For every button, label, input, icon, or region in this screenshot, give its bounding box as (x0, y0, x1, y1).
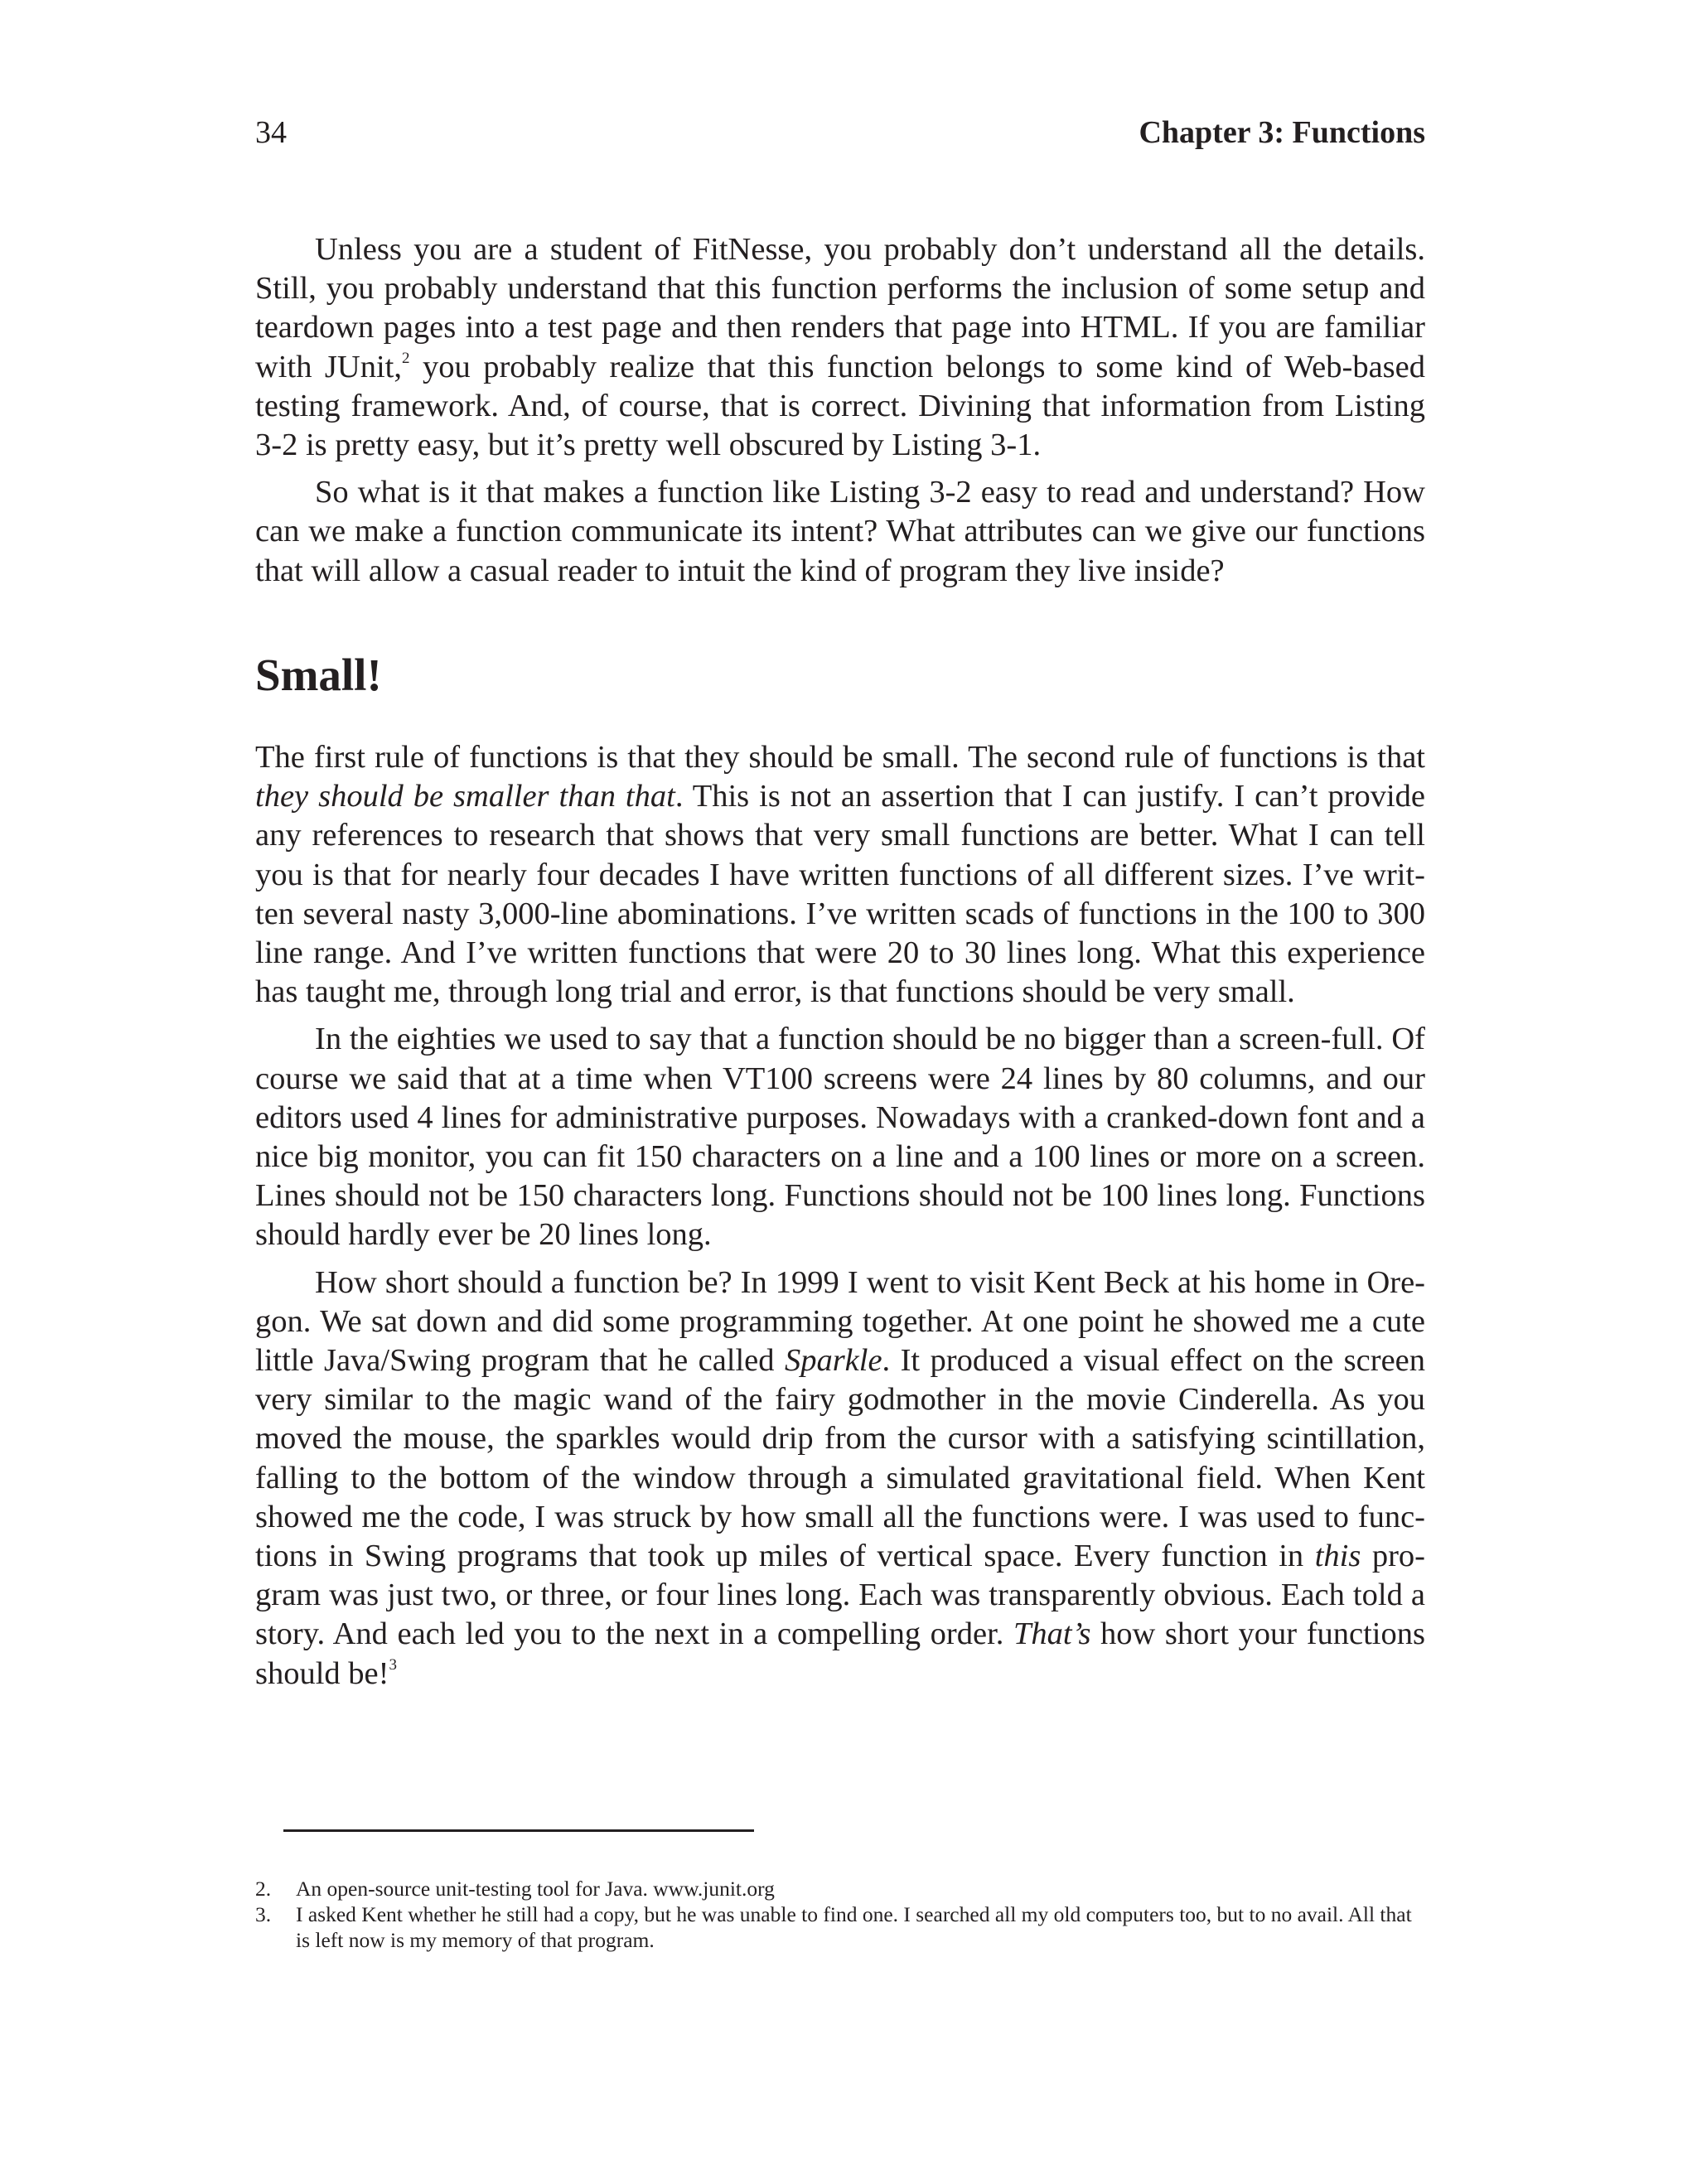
section-text (255, 738, 1425, 1694)
footnote-number: 2. (255, 1877, 272, 1901)
intro-paragraph-1: Unless you are a student of FitNesse, you probably don’t understand all the details. Still, you probably understand that this function performs the inclusion of some setup and teardown pages into a test page and then renders that page into HTML. If you are familiar with JUnit,$^2$ you probably realize that this function belongs to some kind of Web-based testing framework. And, of course, that is correct. Divining that information from Listing 3-2 is pretty easy, but it’s pretty well obscured by Listing 3-1. (255, 232, 1425, 463)
chapter-title: Chapter 3: Functions (1139, 115, 1425, 150)
page-number: 34 (255, 115, 287, 150)
section-heading: Small! (255, 650, 382, 700)
italic-phrase: they should be smaller than that (255, 779, 675, 814)
intro-text (255, 230, 1425, 591)
italic-sparkle: Sparkle (784, 1343, 882, 1379)
footnote-ref-3: 3 (389, 1655, 397, 1674)
section-paragraph-1: The first rule of functions is that they should be small. The second rule of functions is that they should be smaller than that. This is not an assertion that I can justify. I can’t provide any references to research that shows that very small functions are better. What I can tell you is that for nearly four decades I have written functions of all different sizes. I’ve writ-ten several nasty 3,000-line abominations. I’ve written scads of functions in the 100 to 300 line range. And I’ve written functions that were 20 to 30 lines long. What this experience has taught me, through long trial and error, is that functions should be very small. (255, 740, 1425, 1010)
italic-thats: That’s (1013, 1616, 1091, 1652)
section-paragraph-2: In the eighties we used to say that a function should be no bigger than a screen-full. Of course we said that at a time when VT100 screens were 24 lines by 80 columns, and our editors used 4 lines for administrative purposes. Nowadays with a cranked-down font and a nice big monitor, you can fit 150 characters on a line and a 100 lines or more on a screen. Lines should not be 150 characters long. Functions should not be 100 lines long. Functions should hardly ever be 20 lines long. (255, 1022, 1425, 1253)
footnote-divider (283, 1829, 754, 1832)
footnotes (255, 1876, 1425, 1953)
italic-this: this (1314, 1539, 1361, 1574)
section-paragraph-3: How short should a function be? In 1999 I went to visit Kent Beck at his home in Ore-gon. We sat down and did some programming together. At one point he showed me a cute little Java/Swing program that he called Sparkle. It produced a visual effect on the screen very similar to the magic wand of the fairy godmother in the movie Cinderella. As you moved the mouse, the sparkles would drip from the cursor with a satisfying scintillation, falling to the bottom of the window through a simulated gravitational field. When Kent showed me the code, I was struck by how small all the functions were. I was used to func-tions in Swing programs that took up miles of vertical space. Every function in this pro-gram was just two, or three, or four lines long. Each was transparently obvious. Each told a story. And each led you to the next in a compelling order. That’s how short your functions should be!$^3$ (255, 1264, 1425, 1691)
intro-paragraph-2: So what is it that makes a function like Listing 3-2 easy to read and understand? How can we make a function communicate its intent? What attributes can we give our functions that will allow a casual reader to intuit the kind of program they live inside? (255, 475, 1425, 588)
footnote-3 (255, 1901, 1425, 1953)
footnote-2 (255, 1876, 1425, 1901)
footnote-number: 3. (255, 1902, 272, 1926)
footnote-ref-2: 2 (401, 349, 410, 367)
footnote-text: I asked Kent whether he still had a copy, but he was unable to find one. I searched all my old computers too, but to no avail. All that is left now is my memory of that program. (296, 1902, 1412, 1952)
footnote-text: An open-source unit-testing tool for Java. www.junit.org (296, 1877, 775, 1901)
running-head (255, 108, 1425, 157)
